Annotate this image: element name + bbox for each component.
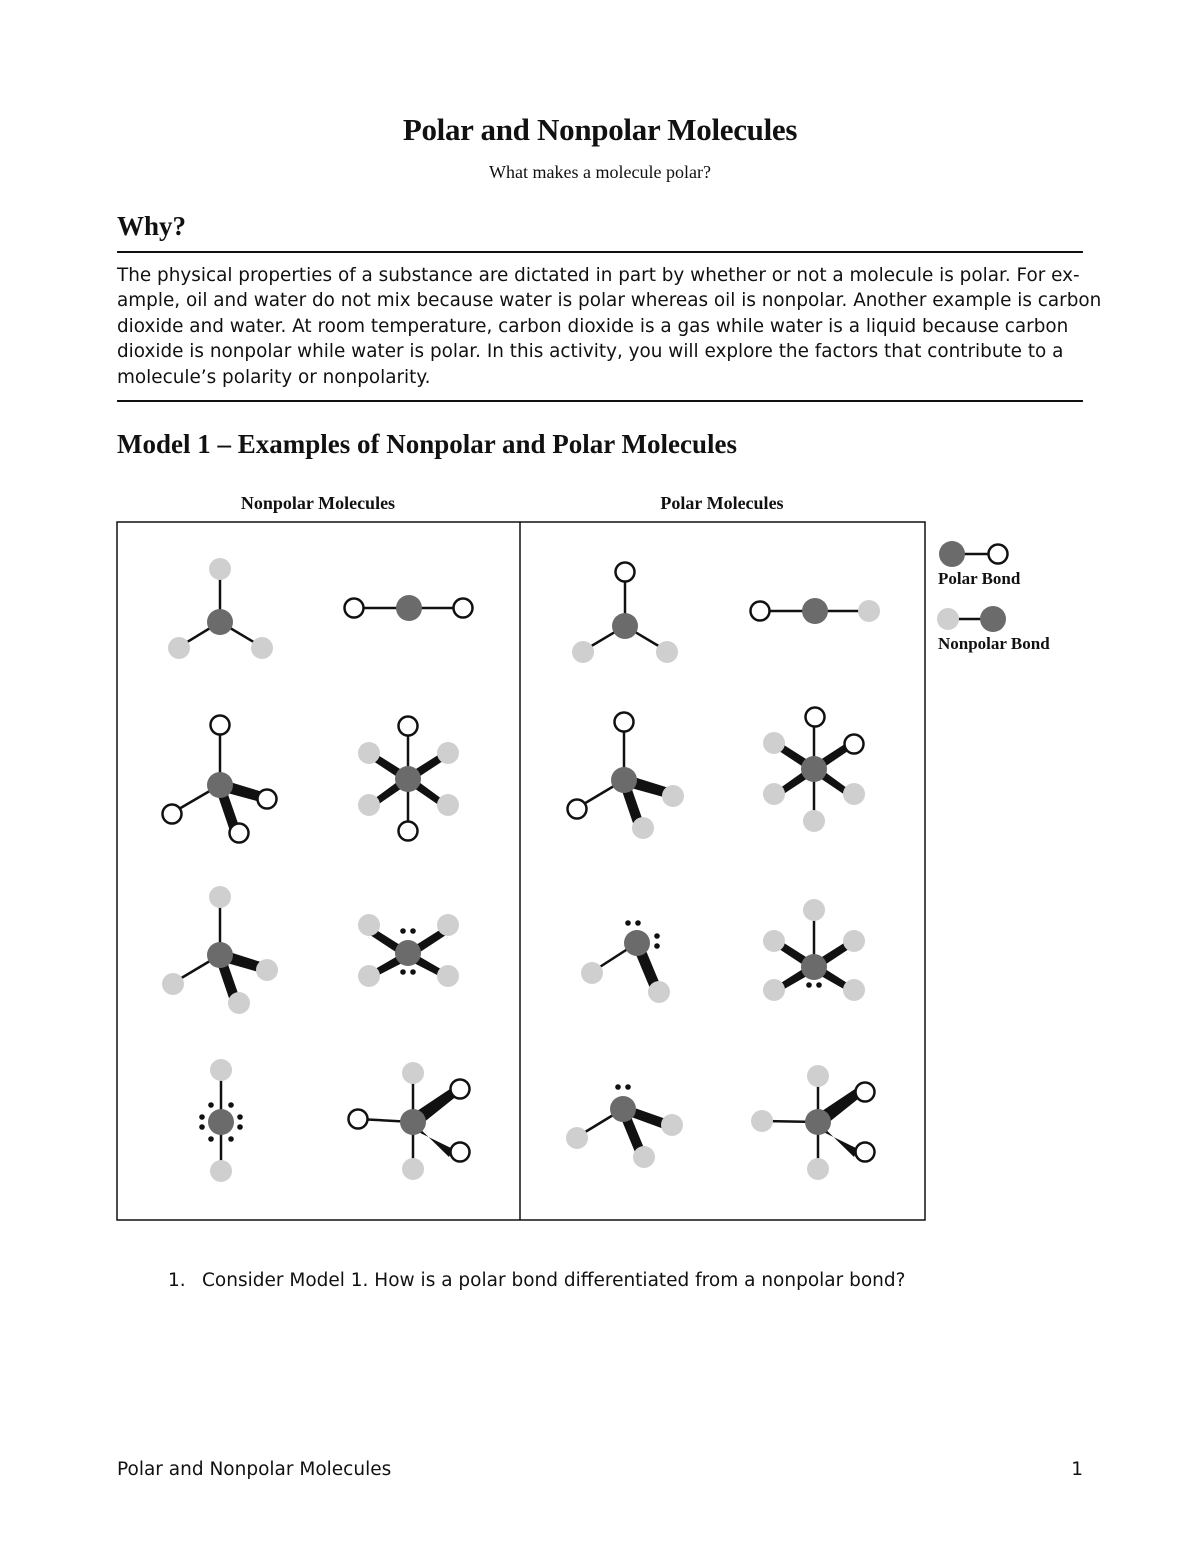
question-number: 1. — [168, 1270, 186, 1291]
molecule-square-planar-nonpolar — [358, 914, 459, 987]
molecule-linear-polar — [751, 598, 881, 624]
molecule-tetrahedral-polar — [568, 713, 685, 840]
molecule-diagram — [116, 521, 1096, 1223]
polar-column-header: Polar Molecules — [660, 493, 784, 513]
question-1 — [168, 1270, 905, 1291]
page-title: Polar and Nonpolar Molecules — [402, 112, 798, 147]
page-subtitle: What makes a molecule polar? — [489, 162, 711, 182]
why-line: The physical properties of a substance are dictated in part by whether or not a molecule is polar. For ex- — [117, 265, 1080, 286]
legend-polar-bond-swatch — [939, 541, 1008, 567]
molecule-trigonal-bipyramidal-nonpolar — [349, 1062, 470, 1180]
legend-nonpolar-bond-swatch — [937, 606, 1006, 632]
molecule-linear-lone-pairs-nonpolar — [199, 1059, 243, 1182]
molecule-trigonal-planar-polar — [572, 563, 678, 664]
divider — [117, 251, 1083, 253]
molecule-trigonal-bipyramidal-polar — [751, 1065, 875, 1180]
molecule-bent-lone-pairs-polar — [581, 920, 670, 1003]
molecule-octahedral-polar — [763, 708, 865, 833]
molecule-square-pyramidal-polar — [763, 899, 865, 1001]
molecule-linear-nonpolar — [345, 595, 473, 621]
molecule-octahedral-nonpolar — [358, 717, 459, 841]
question-text: Consider Model 1. How is a polar bond differentiated from a nonpolar bond? — [202, 1270, 906, 1291]
why-paragraph — [117, 263, 1102, 390]
why-line: dioxide is nonpolar while water is polar. In this activity, you will explore the factors that contribute to a — [117, 341, 1064, 363]
divider — [117, 400, 1083, 402]
nonpolar-column-header: Nonpolar Molecules — [240, 493, 396, 513]
molecule-trigonal-planar-nonpolar — [168, 558, 273, 659]
molecule-tetrahedral-nonpolar — [163, 716, 277, 843]
model-heading: Model 1 – Examples of Nonpolar and Polar Molecules — [117, 429, 737, 459]
why-line: ample, oil and water do not mix because water is polar whereas oil is nonpolar. Another example is carbon — [117, 290, 1102, 312]
why-line: dioxide and water. At room temperature, carbon dioxide is a gas while water is a liquid because carbon — [117, 315, 1069, 337]
page-number: 1 — [1071, 1459, 1083, 1480]
molecule-tetrahedral-gray-nonpolar — [162, 886, 278, 1014]
why-heading: Why? — [117, 211, 187, 241]
legend-polar-bond-label: Polar Bond — [938, 569, 1021, 588]
why-line: molecule’s polarity or nonpolarity. — [117, 366, 431, 388]
legend-nonpolar-bond-label: Nonpolar Bond — [938, 634, 1050, 653]
molecule-seesaw-polar — [566, 1084, 683, 1168]
footer-title: Polar and Nonpolar Molecules — [117, 1459, 392, 1480]
